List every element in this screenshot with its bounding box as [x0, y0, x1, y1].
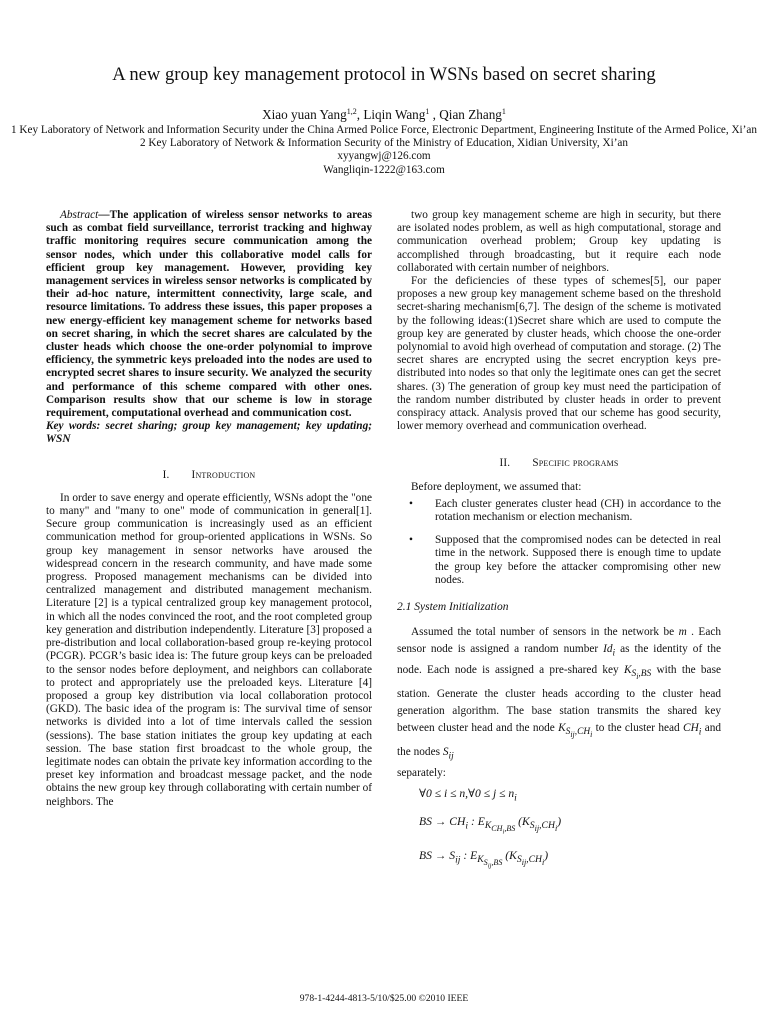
assumptions-intro: Before deployment, we assumed that: — [411, 480, 582, 493]
math-symbol: $Id_i$ — [603, 643, 616, 659]
keywords: Key words: secret sharing; group key management; key updating; WSN — [46, 420, 372, 446]
text-run: Each sensor node is assigned a random number — [397, 626, 721, 656]
text-run: to the cluster head — [592, 721, 684, 734]
section-number: I. — [162, 468, 170, 481]
author-email: xyyangwj@126.com — [337, 150, 431, 163]
text-run: . — [686, 626, 694, 639]
affiliations — [0, 124, 768, 177]
left-column — [46, 209, 372, 809]
section-number: II. — [499, 457, 511, 470]
section-heading-specific-programs — [397, 457, 721, 470]
text-run: Assumed the total number of sensors in the network be — [411, 626, 679, 639]
text-run: and the nodes — [397, 721, 721, 758]
section-title: Introduction — [191, 468, 256, 481]
abstract-text: The application of wireless sensor networks to areas such as combat field surveillance, terrorist tracking and highway traffic monitoring requires secure communication among the sensor nodes, which under this collaborative model calls for efficient group key management. However, providing key management services in wireless sensor networks is complicated by their ad-hoc nature, intermittent connectivity, large scale, and resource limitations. To address these issues, this paper proposes a new energy-efficient key management scheme for networks based on secret sharing, in which the secret shares are calculated by the cluster heads which choose the one-order polynomial to improve efficiency, the symmetric keys preloaded into the nodes are used to encrypted secret shares to insure security. We analyzed the security and performance of this scheme compared with other ones. Comparison results show that our scheme is low in storage requirement, computational overhead and communication cost. — [46, 209, 372, 420]
abstract-label: Abstract — [60, 209, 99, 221]
right-column — [397, 209, 721, 876]
list-item — [397, 534, 721, 587]
affiliation-2: 2 Key Laboratory of Network & Information Security of the Ministry of Education, Xidian University, Xi’an — [140, 137, 628, 150]
list-item-text: Supposed that the compromised nodes can be detected in real time in the network. Supposed there is enough time to update the group key before the attacker compromising other new nodes. — [435, 534, 721, 586]
subsection-heading: 2.1 System Initialization — [397, 601, 509, 614]
math-symbol: $S_{ij}$ — [442, 745, 454, 761]
author-email: Wangliqin-1222@163.com — [323, 163, 445, 176]
author-affiliation-mark: 1 — [425, 107, 430, 116]
bullet-icon: • — [409, 534, 413, 547]
list-item — [397, 498, 721, 524]
math-symbol: m — [678, 626, 687, 639]
author-name: Xiao yuan Yang — [262, 107, 347, 122]
section-heading-introduction — [46, 469, 372, 482]
introduction-paragraph-2: For the deficiencies of these types of schemes[5], our paper proposes a new group key management scheme based on the threshold secret-sharing mechanism[6,7]. The design of the scheme is motivated by the following ideas:(1)Secret share which are used to compute the group key are generated by cluster heads, which choose the one-order polynomial to avoid high overhead of computation and storage. (2) The secret shares are encrypted using the secret encryption keys pre-distributed into nodes so that only the legitimate ones can get the secret shares. (3) The generation of group key must need the participation of the random number distributed by cluster heads in order to prevent conspiracy attack. Analysis proved that our scheme has good security, lower memory overhead and communication overhead. — [397, 275, 721, 433]
text-run: with the base station. Generate the cluster heads according to the cluster head generation algorithm. The base station transmits the shared key between cluster head and the node — [397, 664, 721, 734]
author-name: Qian Zhang — [439, 107, 502, 122]
math-symbol: $K_{S_{ij},CH_i}$ — [558, 721, 593, 739]
list-item-text: Each cluster generates cluster head (CH) in accordance to the rotation mechanism or election mechanism. — [435, 497, 721, 524]
text-run: as the identity of the node. Each node is assigned a pre-shared key — [397, 643, 721, 677]
math-symbol: $K_{S_i,BS}$ — [623, 664, 652, 682]
system-initialization-paragraph — [397, 624, 721, 781]
bullet-icon: • — [409, 497, 413, 510]
paper-title: A new group key management protocol in WSNs based on secret sharing — [112, 64, 656, 85]
author-name: Liqin Wang — [363, 107, 426, 122]
formula-bs-to-ch: BS → $CH_i$ : $E_{K_{CH_i,BS}}$ $(K_{S_{ij},CH_i})$ — [419, 814, 562, 836]
introduction-continuation: two group key management scheme are high in security, but there are isolated nodes problem, as well as high computational, storage and communication overhead problem; Group key updating is accomplished through broadcasting, but it require each node collaborated with certain number of neighbors. — [397, 209, 721, 274]
section-title: Specific programs — [532, 457, 619, 470]
formula-bs-to-s: BS → $S_{ij}$ : $E_{K_{S_{ij},BS}}$ $(K_{S_{ij},CH_i})$ — [419, 848, 549, 870]
affiliation-1: 1 Key Laboratory of Network and Information Security under the China Armed Police Force, Electronic Department, Engineering Institute of the Armed Police, Xi’an — [11, 124, 757, 136]
introduction-paragraph: In order to save energy and operate efficiently, WSNs adopt the "one to many" and "many to one" mode of communication in general[1]. Secure group communication is increasingly used as an efficient communication method for group-oriented applications in WSNs. So group key management in sensor networks have aroused the widespread concern in the research community, and have made some progress. Proposed management mechanisms can be divided into centralized management and distributed management mechanism. Literature [2] is a typical centralized group key management protocol, in which all the nodes convinced the root, and the root completed group key generation and distribution independently. Literature [3] proposed a pre-distribution and local collaboration-based group re-keying protocol (PCGR). PCGR’s basic idea is: The future group keys can be preloaded to the sensor nodes before deployment, and neighbors can collaborate to protect and appropriately use the preloaded keys. Literature [4] proposed a group key distribution via local collaboration protocol (GKD). The basic idea of the program is: The survival time of sensor networks is divided into a lot of time intervals called the session (sessions). The base station initiates the group key updating at each session. The base station first broadcast to the whole group, the legitimate nodes can obtain the private key information according to the preset key information and broadcast message packet, and the node obtains the new group key through collaborating with certain number of neighbors. The — [46, 491, 372, 808]
math-symbol: $CH_i$ — [683, 721, 702, 737]
author-line: Xiao yuan Yang$^{1,2}$, Liqin Wang$^1$ , Qian Zhang$^1$ — [262, 107, 506, 122]
text-run: separately: — [397, 766, 446, 779]
author-affiliation-mark: 1 — [501, 107, 506, 116]
formula-quantifier: ∀0 ≤ i ≤ n,∀0 ≤ $j \le n_i$ — [419, 787, 517, 804]
copyright-footer: 978-1-4244-4813-5/10/$25.00 ©2010 IEEE — [299, 993, 469, 1004]
abstract-dash: — — [98, 209, 110, 221]
abstract — [46, 209, 372, 420]
author-affiliation-mark: 1,2 — [346, 107, 357, 116]
assumption-list — [397, 498, 721, 587]
